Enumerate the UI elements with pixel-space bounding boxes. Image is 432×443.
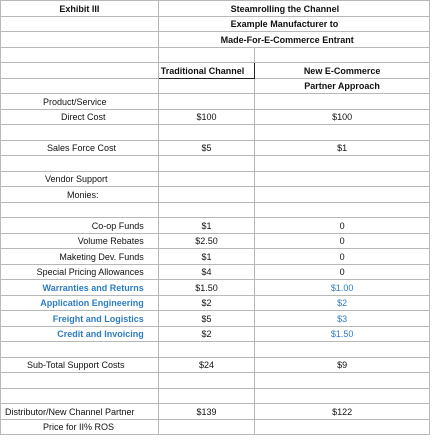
price-label-line2: Price for II% ROS <box>1 419 159 435</box>
support-item-traditional: $5 <box>158 311 254 327</box>
table-row <box>1 140 430 156</box>
support-item-new: 0 <box>255 233 430 249</box>
exhibit-label: Exhibit III <box>1 1 159 17</box>
support-item-label: Special Pricing Allowances <box>1 264 159 280</box>
table-row <box>1 187 430 203</box>
table-row <box>1 47 430 63</box>
table-row <box>1 326 430 342</box>
support-item-label-highlight: Freight and Logistics <box>1 311 159 327</box>
table-row <box>1 295 430 311</box>
table-row <box>1 388 430 404</box>
support-item-label: Maketing Dev. Funds <box>1 249 159 265</box>
support-item-traditional: $2.50 <box>158 233 254 249</box>
product-label-line1: Product/Service <box>1 94 159 110</box>
subtotal-traditional-value: $24 <box>158 357 254 373</box>
support-item-new: 0 <box>255 264 430 280</box>
support-item-label-highlight: Credit and Invoicing <box>1 326 159 342</box>
vendor-support-label-line1: Vendor Support <box>1 171 159 187</box>
table-row <box>1 311 430 327</box>
support-item-label: Co-op Funds <box>1 218 159 234</box>
support-item-traditional: $2 <box>158 295 254 311</box>
table-row <box>1 357 430 373</box>
price-new-value: $122 <box>255 404 430 420</box>
sales-force-traditional-value: $5 <box>158 140 254 156</box>
support-item-traditional: $1.50 <box>158 280 254 296</box>
vendor-support-label-line2: Monies: <box>1 187 159 203</box>
support-item-traditional: $2 <box>158 326 254 342</box>
support-item-label: Volume Rebates <box>1 233 159 249</box>
table-row <box>1 249 430 265</box>
support-item-new: 0 <box>255 218 430 234</box>
support-item-new-highlight: $2 <box>255 295 430 311</box>
subtotal-new-value: $9 <box>255 357 430 373</box>
table-row <box>1 156 430 172</box>
product-new-value: $100 <box>255 109 430 125</box>
support-item-label-highlight: Application Engineering <box>1 295 159 311</box>
table-row <box>1 233 430 249</box>
product-traditional-value: $100 <box>158 109 254 125</box>
column-header-new-line1: New E-Commerce <box>255 63 430 79</box>
table-row <box>1 342 430 358</box>
title-line-3: Made-For-E-Commerce Entrant <box>220 34 354 45</box>
title-line-2: Example Manufacturer to <box>230 19 339 29</box>
support-item-label-highlight: Warranties and Returns <box>1 280 159 296</box>
table-row <box>1 280 430 296</box>
support-item-new-highlight: $1.00 <box>255 280 430 296</box>
sales-force-new-value: $1 <box>255 140 430 156</box>
table-row <box>1 109 430 125</box>
table-row <box>1 171 430 187</box>
support-item-traditional: $4 <box>158 264 254 280</box>
table-row <box>1 419 430 435</box>
column-header-new-line2: Partner Approach <box>255 78 430 94</box>
subtotal-label: Sub-Total Support Costs <box>1 357 159 373</box>
table-row <box>1 202 430 218</box>
table-row <box>1 32 430 48</box>
price-label-line1: Distributor/New Channel Partner <box>1 404 159 420</box>
table-row <box>1 78 430 94</box>
table-row <box>1 264 430 280</box>
table-row <box>1 1 430 17</box>
support-item-new: 0 <box>255 249 430 265</box>
support-item-traditional: $1 <box>158 249 254 265</box>
table-row <box>1 218 430 234</box>
table-row <box>1 404 430 420</box>
table-row <box>1 94 430 110</box>
product-label-line2: Direct Cost <box>1 109 159 125</box>
title-line-1: Steamrolling the Channel <box>230 3 340 14</box>
sales-force-label: Sales Force Cost <box>1 140 159 156</box>
price-traditional-value: $139 <box>158 404 254 420</box>
table-row <box>1 373 430 389</box>
column-header-traditional: Traditional Channel <box>158 63 254 79</box>
table-row <box>1 125 430 141</box>
support-item-traditional: $1 <box>158 218 254 234</box>
support-item-new-highlight: $1.50 <box>255 326 430 342</box>
table-row <box>1 16 430 32</box>
table-row <box>1 63 430 79</box>
support-item-new-highlight: $3 <box>255 311 430 327</box>
